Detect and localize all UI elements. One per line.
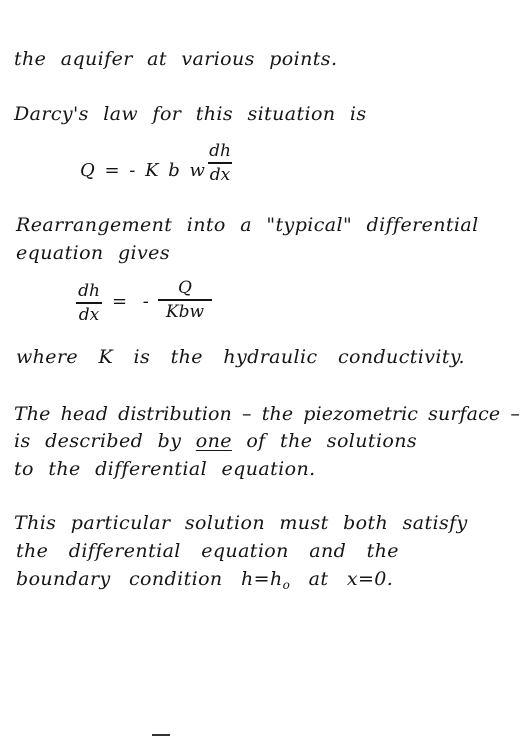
text-line-equation-gives: equation gives [16, 242, 170, 264]
text-segment: at x=0. [290, 568, 394, 590]
text-line-head-distribution: The head distribution – the piezometric surface – [14, 403, 520, 425]
text-line-boundary-condition [16, 570, 393, 591]
fraction-denominator: Kbw [165, 301, 205, 322]
fraction-numerator: Q [178, 278, 192, 298]
q-over-kbw-fraction [158, 280, 212, 321]
text-line-differential-equation: to the differential equation. [14, 458, 316, 480]
fraction-numerator: dh [209, 141, 231, 161]
fraction-bar [158, 299, 212, 301]
text-segment: of the solutions [231, 430, 418, 452]
text-line-differential-and-the: the differential equation and the [16, 540, 399, 562]
text-line-rearrangement: Rearrangement into a "typical" differential [16, 214, 479, 236]
text-line-darcys-law: Darcy's law for this situation is [14, 103, 367, 125]
equals-minus: = - [112, 291, 149, 312]
fraction-bar [76, 302, 102, 304]
subscript-o: o [282, 578, 291, 592]
dh-dx-fraction [76, 283, 102, 324]
text-line-described-by [14, 432, 417, 451]
text-line-particular-solution: This particular solution must both satisfy [14, 512, 468, 534]
text-line-hydraulic-conductivity: where K is the hydraulic conductivity. [16, 346, 465, 368]
darcy-equation-left: Q = - K b w [80, 160, 205, 181]
text-segment: is described by [14, 430, 196, 452]
underlined-word-one: one [195, 430, 232, 452]
text-segment: boundary condition h=h [16, 568, 283, 590]
page-edge-mark [152, 734, 170, 736]
dh-dx-fraction [208, 143, 232, 184]
fraction-numerator: dh [78, 281, 100, 301]
text-line-aquifer: the aquifer at various points. [14, 48, 338, 70]
fraction-denominator: dx [78, 304, 100, 325]
fraction-bar [208, 162, 232, 164]
fraction-denominator: dx [209, 164, 231, 185]
